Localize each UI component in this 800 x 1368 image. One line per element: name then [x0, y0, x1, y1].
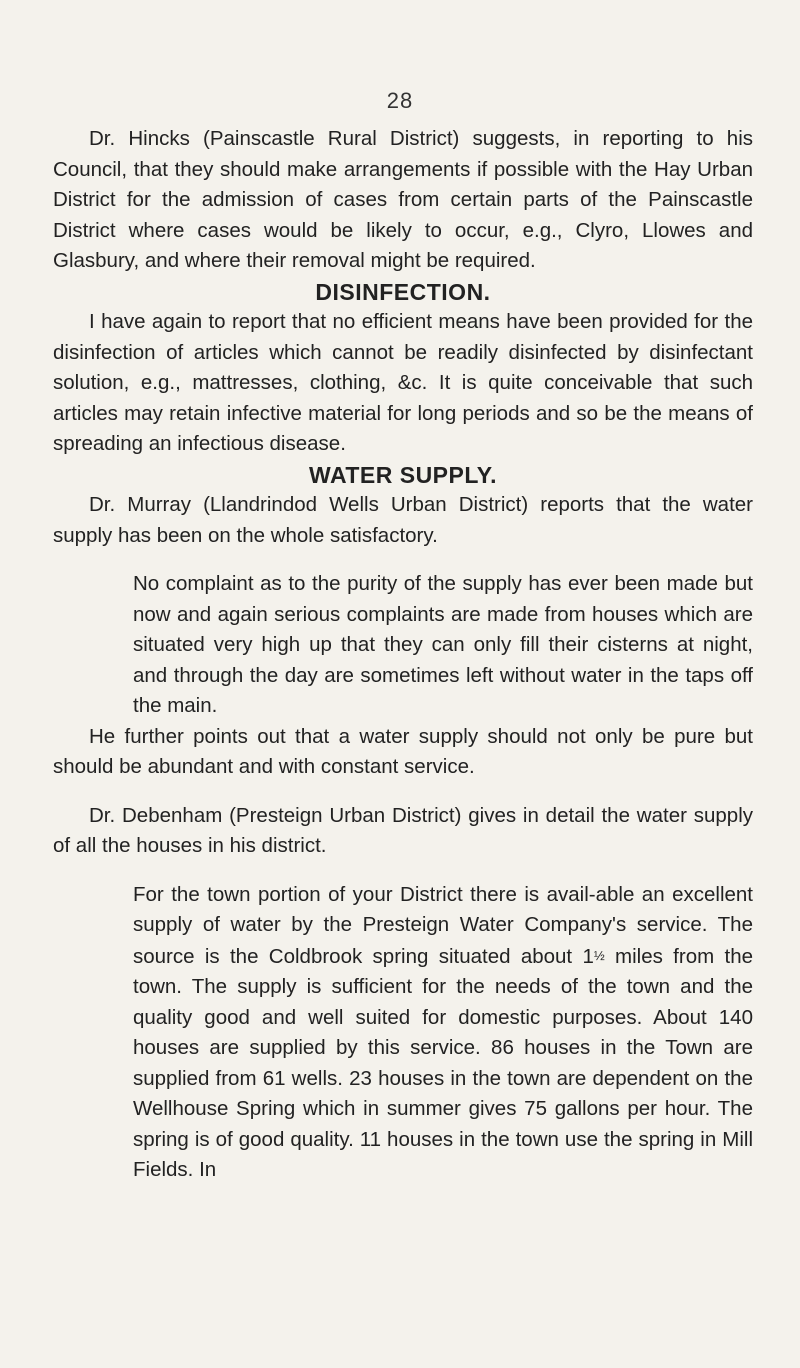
fraction-half: ½ [593, 947, 605, 963]
page-body [53, 124, 753, 1186]
murray-further-paragraph: He further points out that a water supply should not only be pure but should be abundant and with constant service. [53, 724, 753, 778]
disinfection-paragraph: I have again to report that no efficient means have been provided for the disinfection of articles which cannot be readily disinfected by disinfectant solution, e.g., mattresses, clothing, &c. It is quite conceivable that such articles may retain infective material for long periods and so be the means of spreading an infectious disease. [53, 310, 753, 455]
section-heading-disinfection: DISINFECTION. [315, 278, 491, 305]
murray-paragraph: Dr. Murray (Llandrindod Wells Urban District) reports that the water supply has been on the whole satisfactory. [53, 493, 753, 547]
debenham-paragraph: Dr. Debenham (Presteign Urban District) gives in detail the water supply of all the houses in his district. [53, 803, 753, 857]
intro-paragraph: Dr. Hincks (Painscastle Rural District) suggests, in reporting to his Council, that they should make arrangements if possible with the Hay Urban District for the admission of cases from certain parts of the Painscastle District where cases would be likely to occur, e.g., Clyro, Llowes and Glasbury, and where their removal might be required. [53, 127, 753, 272]
section-heading-water-supply: WATER SUPPLY. [309, 461, 497, 488]
page-number: 28 [386, 88, 414, 113]
murray-quote: No complaint as to the purity of the supply has ever been made but now and again serious complaints are made from houses which are situated very high up that they can only fill their cisterns at night, and through the day are sometimes left without water in the taps off the main. [133, 572, 753, 717]
debenham-quote-end: miles from the town. The supply is sufficient for the needs of the town and the quality good and well suited for domestic purposes. About 140 houses are supplied by this service. 86 houses in the Town are supplied from 61 wells. 23 houses in the town are dependent on the Wellhouse Spring which in summer gives 75 gallons per hour. The spring is of good quality. 11 houses in the town use the spring in Mill Fields. In [133, 944, 753, 1181]
debenham-quote [133, 880, 753, 1186]
debenham-quote-start: For the town portion of your District there is avail-able an excellent supply of water by the Presteign Water Company's service. The source is the Coldbrook spring situated about 1 [133, 882, 753, 968]
